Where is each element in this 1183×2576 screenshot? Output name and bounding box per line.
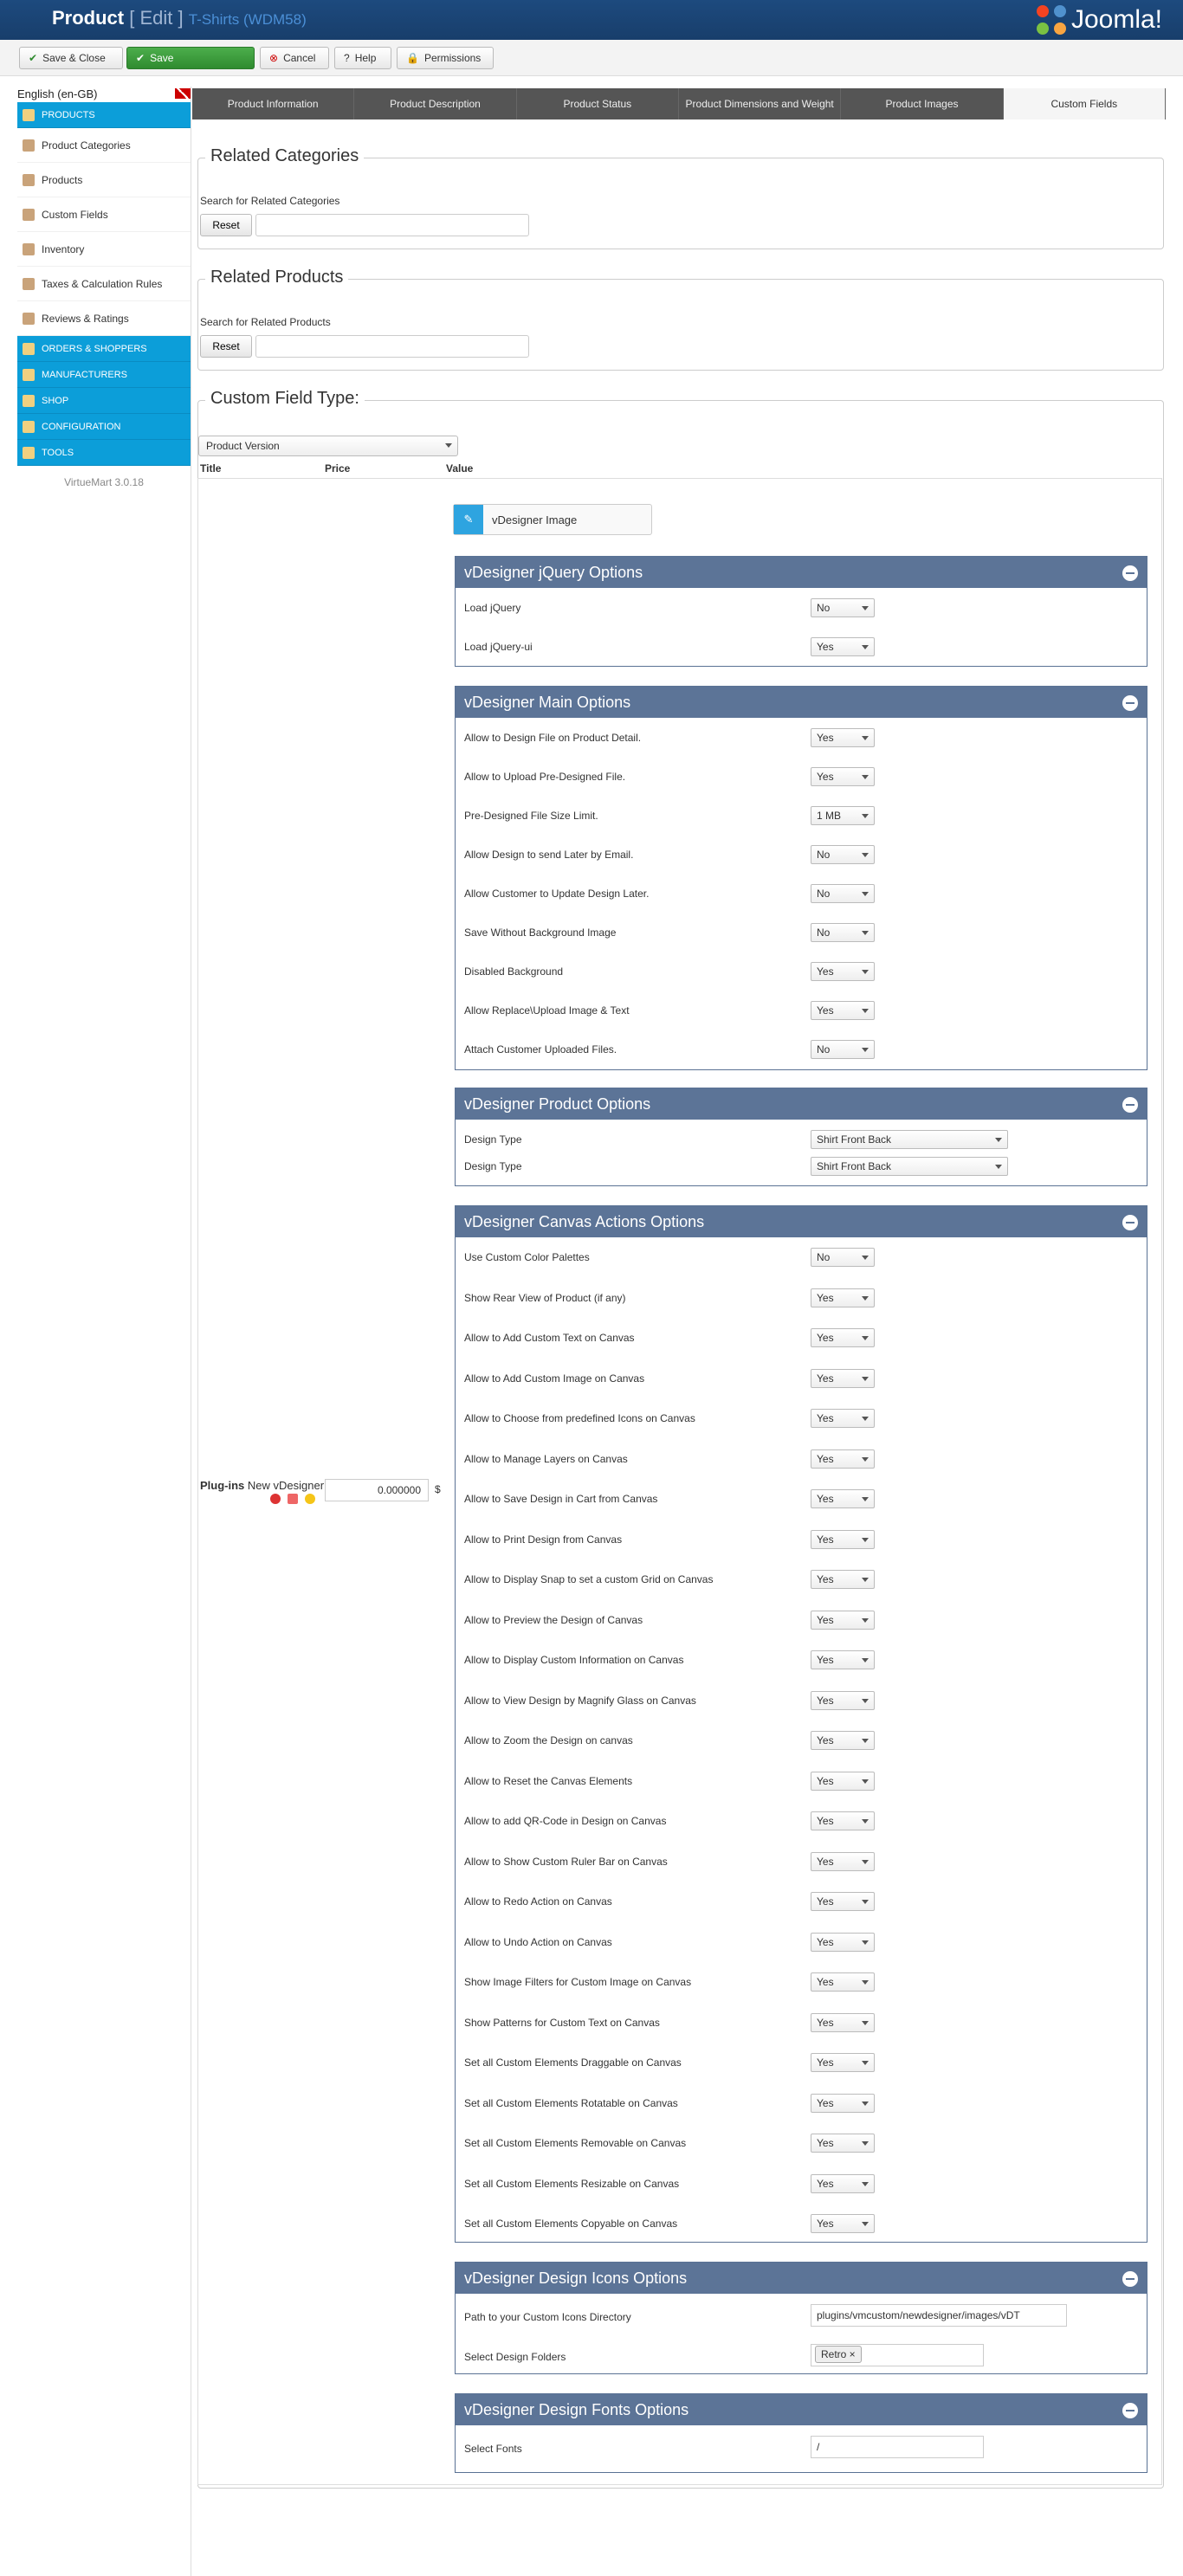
related-categories-search-input[interactable] [255, 214, 529, 236]
option-select[interactable]: Yes [811, 1570, 875, 1589]
panel-icons-header[interactable] [456, 2263, 1147, 2294]
star-icon[interactable] [305, 1494, 315, 1504]
plugin-title: Plug-ins New vDesigner [200, 1479, 325, 1492]
option-select[interactable]: Yes [811, 637, 875, 656]
help-button[interactable]: ? Help [334, 47, 391, 69]
design-folders-label: Select Design Folders [464, 2351, 566, 2363]
option-label: Show Image Filters for Custom Image on Canvas [464, 1976, 692, 1988]
sidebar-item-manufacturers[interactable] [17, 362, 191, 388]
folder-chip-label: Retro [821, 2348, 847, 2360]
option-select[interactable]: No [811, 845, 875, 864]
check-icon: ✔ [136, 52, 145, 64]
related-categories-label: Search for Related Categories [200, 195, 340, 207]
option-label: Attach Customer Uploaded Files. [464, 1043, 617, 1056]
option-label: Disabled Background [464, 965, 564, 978]
lock-icon: 🔒 [406, 52, 419, 64]
option-label: Allow to Preview the Design of Canvas [464, 1613, 643, 1626]
option-select[interactable]: Yes [811, 1288, 875, 1307]
menu-icon [23, 395, 35, 407]
panel-canvas [455, 1205, 1147, 2243]
design-folders-select[interactable] [811, 2344, 984, 2366]
option-select[interactable]: Yes [811, 1409, 875, 1428]
option-label: Allow to Zoom the Design on canvas [464, 1734, 633, 1746]
uk-flag-icon [175, 88, 191, 99]
sidebar-item-label: Product Categories [42, 139, 131, 152]
panel-product [455, 1088, 1147, 1186]
column-title: Title [200, 462, 222, 475]
option-label: Allow to add QR-Code in Design on Canvas [464, 1815, 667, 1827]
sidebar-item-shop[interactable] [17, 388, 191, 414]
option-select[interactable]: Shirt Front Back [811, 1130, 1008, 1149]
option-select[interactable]: No [811, 1040, 875, 1059]
option-select[interactable]: Yes [811, 767, 875, 786]
option-select[interactable]: Yes [811, 2013, 875, 2032]
option-select[interactable]: Yes [811, 2174, 875, 2193]
vdesigner-image-button[interactable]: ✎ vDesigner Image [453, 504, 652, 535]
sidebar-item-products[interactable] [17, 102, 191, 128]
custom-field-legend: Custom Field Type: [205, 389, 365, 409]
menu-icon [23, 278, 35, 290]
option-label: Allow to Save Design in Cart from Canvas [464, 1493, 658, 1505]
option-label: Allow to Choose from predefined Icons on Canvas [464, 1412, 695, 1424]
cancel-icon: ⊗ [269, 52, 279, 64]
option-select[interactable]: Yes [811, 1933, 875, 1952]
option-select[interactable]: Shirt Front Back [811, 1157, 1008, 1176]
option-label: Allow to Print Design from Canvas [464, 1533, 623, 1546]
sidebar-item-label: Products [42, 173, 83, 186]
tab-product-description[interactable]: Product Description [354, 88, 516, 119]
sidebar [17, 87, 191, 488]
option-label: Show Patterns for Custom Text on Canvas [464, 2016, 660, 2029]
option-label: Set all Custom Elements Rotatable on Canvas [464, 2096, 678, 2109]
related-products-legend: Related Products [205, 268, 348, 287]
collapse-icon[interactable] [1122, 2403, 1138, 2418]
option-label: Allow to View Design by Magnify Glass on Canvas [464, 1694, 696, 1707]
panel-fonts [455, 2393, 1147, 2473]
option-label: Allow Replace\Upload Image & Text [464, 1004, 630, 1017]
option-select[interactable]: Yes [811, 1892, 875, 1911]
option-select[interactable]: Yes [811, 1772, 875, 1791]
option-label: Load jQuery-ui [464, 641, 533, 653]
fonts-label: Select Fonts [464, 2443, 522, 2455]
move-icon[interactable] [288, 1494, 298, 1504]
sidebar-item-configuration[interactable] [17, 414, 191, 440]
menu-icon [23, 174, 35, 186]
collapse-icon[interactable] [1122, 2271, 1138, 2287]
panel-jquery [455, 556, 1147, 667]
check-icon: ✔ [29, 52, 38, 64]
joomla-logo: Joomla! [1037, 3, 1162, 36]
related-categories-reset-button[interactable]: Reset [200, 214, 252, 236]
option-label: Allow to Upload Pre-Designed File. [464, 771, 626, 783]
sidebar-item-taxes-calculation-rules[interactable] [17, 267, 191, 301]
menu-icon [23, 209, 35, 221]
option-label: Allow to Display Custom Information on Canvas [464, 1654, 684, 1666]
icons-path-label: Path to your Custom Icons Directory [464, 2311, 631, 2323]
collapse-icon[interactable] [1122, 565, 1138, 581]
fonts-input[interactable]: / [811, 2436, 984, 2458]
option-select[interactable]: Yes [811, 1001, 875, 1020]
menu-icon [23, 421, 35, 433]
sidebar-item-reviews-ratings[interactable] [17, 301, 191, 336]
option-select[interactable]: Yes [811, 1489, 875, 1508]
option-select[interactable]: Yes [811, 2094, 875, 2113]
option-label: Allow Design to send Later by Email. [464, 849, 634, 861]
panel-main [455, 686, 1147, 1070]
panel-product-header[interactable] [456, 1088, 1147, 1120]
collapse-icon[interactable] [1122, 1215, 1138, 1230]
cancel-button[interactable]: ⊗ Cancel [260, 47, 329, 69]
panel-title: vDesigner Design Icons Options [464, 2269, 688, 2287]
option-select[interactable]: Yes [811, 728, 875, 747]
option-select[interactable]: 1 MB [811, 806, 875, 825]
option-label: Set all Custom Elements Removable on Canvas [464, 2137, 687, 2149]
tab-product-dimensions-and-weight[interactable]: Product Dimensions and Weight [679, 88, 841, 119]
save-button[interactable]: ✔ Save [126, 47, 255, 69]
option-label: Set all Custom Elements Resizable on Canvas [464, 2177, 680, 2190]
related-products-fieldset [197, 268, 1164, 371]
image-icon: ✎ [454, 505, 483, 534]
tab-product-information[interactable]: Product Information [192, 88, 354, 119]
sidebar-item-label: Inventory [42, 242, 85, 255]
panel-title: vDesigner Main Options [464, 693, 631, 711]
option-label: Show Rear View of Product (if any) [464, 1291, 626, 1304]
option-select[interactable]: No [811, 923, 875, 942]
tab-product-status[interactable]: Product Status [517, 88, 679, 119]
panel-title: vDesigner Canvas Actions Options [464, 1212, 705, 1230]
option-label: Use Custom Color Palettes [464, 1251, 590, 1263]
option-select[interactable]: No [811, 884, 875, 903]
column-value: Value [446, 462, 474, 475]
related-products-label: Search for Related Products [200, 316, 331, 328]
option-select[interactable]: Yes [811, 2214, 875, 2233]
language-label: English (en-GB) [17, 87, 98, 100]
menu-icon [23, 109, 35, 121]
menu-icon [23, 343, 35, 355]
option-select[interactable]: Yes [811, 2053, 875, 2072]
option-select[interactable]: No [811, 1248, 875, 1267]
option-select[interactable]: Yes [811, 1449, 875, 1469]
related-products-reset-button[interactable]: Reset [200, 335, 252, 358]
option-label: Allow to Display Snap to set a custom Grid on Canvas [464, 1573, 714, 1585]
option-label: Set all Custom Elements Copyable on Canvas [464, 2218, 678, 2230]
sidebar-item-orders-shoppers[interactable] [17, 336, 191, 362]
sidebar-item-label: TOOLS [42, 447, 74, 458]
option-label: Design Type [464, 1160, 522, 1172]
remove-chip-icon[interactable]: × [846, 2348, 856, 2360]
option-label: Pre-Designed File Size Limit. [464, 810, 598, 822]
product-tabs [192, 88, 1166, 119]
icons-path-input[interactable]: plugins/vmcustom/newdesigner/images/vDT [811, 2304, 1067, 2327]
panel-jquery-header[interactable] [456, 557, 1147, 588]
menu-icon [23, 243, 35, 255]
tab-product-images[interactable]: Product Images [841, 88, 1003, 119]
permissions-button[interactable]: 🔒 Permissions [397, 47, 494, 69]
menu-icon [23, 447, 35, 459]
option-select[interactable]: Yes [811, 1611, 875, 1630]
option-select[interactable]: Yes [811, 1972, 875, 1992]
sidebar-item-custom-fields[interactable] [17, 197, 191, 232]
sidebar-item-label: ORDERS & SHOPPERS [42, 343, 147, 354]
sidebar-item-label: Taxes & Calculation Rules [42, 277, 163, 290]
collapse-icon[interactable] [1122, 695, 1138, 711]
option-label: Allow to Reset the Canvas Elements [464, 1774, 633, 1787]
related-products-search-input[interactable] [255, 335, 529, 358]
sidebar-item-tools[interactable] [17, 440, 191, 466]
option-label: Allow to Design File on Product Detail. [464, 732, 642, 744]
panel-canvas-header[interactable] [456, 1206, 1147, 1237]
option-select[interactable]: Yes [811, 1328, 875, 1347]
tab-custom-fields[interactable]: Custom Fields [1004, 88, 1166, 119]
option-select[interactable]: Yes [811, 1650, 875, 1669]
collapse-icon[interactable] [1122, 1097, 1138, 1113]
folder-chip[interactable] [815, 2346, 862, 2363]
column-price: Price [325, 462, 351, 475]
option-label: Set all Custom Elements Draggable on Canvas [464, 2056, 682, 2069]
price-input[interactable]: 0.000000 [325, 1479, 429, 1501]
panel-icons [455, 2262, 1147, 2374]
panel-title: vDesigner jQuery Options [464, 563, 643, 581]
sidebar-item-product-categories[interactable] [17, 128, 191, 163]
option-label: Load jQuery [464, 602, 521, 614]
menu-icon [23, 369, 35, 381]
panel-main-header[interactable] [456, 687, 1147, 718]
option-select[interactable]: Yes [811, 1691, 875, 1710]
sidebar-item-label: SHOP [42, 395, 69, 406]
option-select[interactable]: Yes [811, 1731, 875, 1750]
sidebar-item-label: PRODUCTS [42, 109, 95, 120]
sidebar-item-label: Reviews & Ratings [42, 312, 129, 325]
custom-field-type-select[interactable]: Product Version [198, 436, 458, 456]
help-icon: ? [344, 52, 350, 64]
virtuemart-version: VirtueMart 3.0.18 [64, 476, 144, 488]
sidebar-nav [17, 102, 191, 466]
page-title: Product [ Edit ] T-Shirts (WDM58) [52, 7, 307, 29]
remove-icon[interactable] [270, 1494, 281, 1504]
option-select[interactable]: Yes [811, 962, 875, 981]
admin-header [0, 0, 1183, 40]
option-label: Allow to Undo Action on Canvas [464, 1935, 612, 1948]
related-categories-fieldset [197, 146, 1164, 249]
option-label: Allow Customer to Update Design Later. [464, 888, 650, 900]
option-label: Allow to Add Custom Image on Canvas [464, 1372, 645, 1385]
joomla-logo-icon [1037, 5, 1066, 35]
option-select[interactable]: Yes [811, 1852, 875, 1871]
panel-title: vDesigner Design Fonts Options [464, 2400, 689, 2418]
currency-symbol: $ [435, 1483, 441, 1495]
sidebar-item-products[interactable] [17, 163, 191, 197]
option-select[interactable]: No [811, 598, 875, 617]
toolbar [0, 40, 1183, 76]
option-label: Allow to Add Custom Text on Canvas [464, 1332, 635, 1344]
sidebar-item-label: Custom Fields [42, 208, 108, 221]
option-label: Allow to Redo Action on Canvas [464, 1895, 612, 1908]
menu-icon [23, 139, 35, 152]
option-label: Save Without Background Image [464, 926, 617, 939]
related-categories-legend: Related Categories [205, 146, 364, 166]
sidebar-item-label: CONFIGURATION [42, 421, 121, 432]
sidebar-item-inventory[interactable] [17, 232, 191, 267]
option-select[interactable]: Yes [811, 1369, 875, 1388]
panel-fonts-header[interactable] [456, 2394, 1147, 2425]
option-select[interactable]: Yes [811, 1811, 875, 1830]
option-label: Design Type [464, 1133, 522, 1146]
option-select[interactable]: Yes [811, 2134, 875, 2153]
sidebar-item-label: MANUFACTURERS [42, 369, 128, 380]
save-close-button[interactable]: ✔ Save & Close [19, 47, 123, 69]
option-label: Allow to Manage Layers on Canvas [464, 1452, 628, 1465]
panel-title: vDesigner Product Options [464, 1094, 651, 1113]
option-select[interactable]: Yes [811, 1530, 875, 1549]
menu-icon [23, 313, 35, 325]
product-name: T-Shirts (WDM58) [188, 11, 307, 28]
option-label: Allow to Show Custom Ruler Bar on Canvas [464, 1855, 668, 1868]
